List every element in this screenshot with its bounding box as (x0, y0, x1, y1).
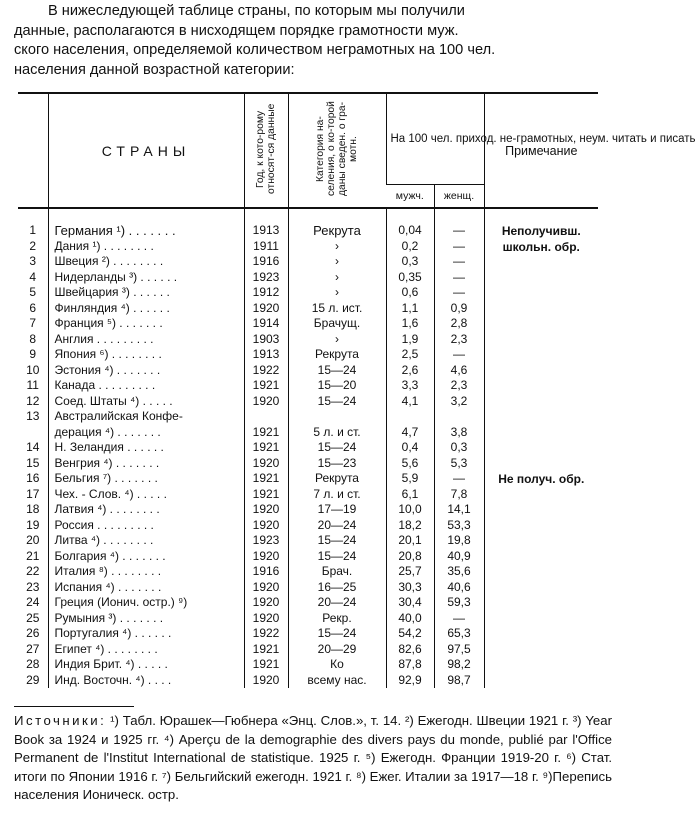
country-name: Германия ¹) . . . . . . . (48, 208, 244, 239)
header-number (18, 93, 48, 208)
row-female: 14,1 (434, 502, 484, 518)
row-year: 1914 (244, 316, 288, 332)
row-number: 26 (26, 626, 40, 640)
note-not-educated: Неполучивш. школьн. обр. (501, 224, 581, 254)
row-year: 1920 (244, 611, 288, 627)
row-number: 27 (26, 641, 40, 656)
row-male: 6,1 (386, 487, 434, 503)
row-female: 98,7 (434, 673, 484, 689)
row-category: 15—24 (288, 626, 386, 642)
row-year: 1920 (244, 502, 288, 518)
row-category: › (288, 254, 386, 270)
row-category: 15 л. ист. (288, 301, 386, 317)
row-female (434, 409, 484, 425)
row-female: 40,9 (434, 549, 484, 565)
country-name: Швеция ²) . . . . . . . . (48, 254, 244, 270)
row-female: 35,6 (434, 564, 484, 580)
row-number: 24 (26, 595, 40, 609)
row-number: 6 (29, 300, 37, 315)
row-category: Рекрута (288, 347, 386, 363)
row-year: 1920 (244, 580, 288, 596)
row-number (18, 425, 48, 441)
row-year: 1920 (244, 456, 288, 472)
row-female: 0,3 (434, 440, 484, 456)
row-number: 23 (26, 579, 40, 594)
country-name: Австралийская Конфе- (48, 409, 244, 425)
row-category: Рекрута (288, 208, 386, 239)
header-year-text: Год, к кото-рому относят-ся данные (255, 103, 277, 195)
row-male: 20,1 (386, 533, 434, 549)
row-year: 1920 (244, 595, 288, 611)
row-female: 3,8 (434, 425, 484, 441)
row-number: 14 (26, 440, 40, 454)
row-category: 7 л. и ст. (288, 487, 386, 503)
country-name: Соед. Штаты ⁴) . . . . . (48, 394, 244, 410)
row-number: 1 (18, 208, 48, 239)
country-name: дерация ⁴) . . . . . . . (48, 425, 244, 441)
row-number: 2 (29, 238, 37, 253)
country-name: Египет ⁴) . . . . . . . . (48, 642, 244, 658)
row-year: 1922 (244, 363, 288, 379)
table-row (18, 208, 598, 239)
row-number: 12 (26, 393, 40, 408)
row-male: 0,3 (386, 254, 434, 270)
row-male: 92,9 (386, 673, 434, 689)
row-female: 4,6 (434, 363, 484, 379)
row-category: 15—24 (288, 394, 386, 410)
row-category: Ко (288, 657, 386, 673)
country-name: Италия ⁸) . . . . . . . . (48, 564, 244, 580)
row-male: 1,9 (386, 332, 434, 348)
row-year: 1920 (244, 673, 288, 689)
row-year: 1913 (244, 347, 288, 363)
row-number: 15 (26, 455, 40, 470)
intro-line-4: населения данной возрастной категории: (14, 61, 295, 78)
row-category: Рекр. (288, 611, 386, 627)
row-number: 5 (29, 285, 37, 299)
row-male: 5,9 (386, 471, 434, 487)
country-name: Канада . . . . . . . . . (48, 378, 244, 394)
country-name: Н. Зеландия . . . . . . (48, 440, 244, 456)
table-row (18, 471, 598, 487)
row-category: 17—19 (288, 502, 386, 518)
header-per100: На 100 чел. приход. не-грамотных, неум. читать и писать (386, 93, 484, 185)
row-female: 19,8 (434, 533, 484, 549)
row-male: 3,3 (386, 378, 434, 394)
row-number: 3 (29, 254, 37, 268)
row-year: 1920 (244, 394, 288, 410)
header-countries: СТРАНЫ (48, 93, 244, 208)
row-female: 97,5 (434, 642, 484, 658)
row-female: 65,3 (434, 626, 484, 642)
country-name: Дания ¹) . . . . . . . . (48, 239, 244, 255)
row-year: 1921 (244, 378, 288, 394)
row-category (288, 409, 386, 425)
row-number: 22 (26, 564, 40, 578)
row-category: › (288, 239, 386, 255)
row-year: 1923 (244, 533, 288, 549)
sources-text: ¹) Табл. Юрашек—Гюбнера «Энц. Слов.», т. 14. ²) Ежегодн. Швеции 1921 г. ³) Year Book за 1924 и 1925 гг. ⁴) Aperçu de la demographie des divers pays du monde, publié par l'Office Permanent de l'Institut International de statistique. 1925 г. ⁵) Ежегодн. Франции 1919-20 г. ⁶) Стат. итоги по Японии 1916 г. ⁷) Бельгийский ежегодн. 1921 г. ⁸) Ежег. Италии за 1917—18 г. ⁹)Перепись населения Ионическ. остр. (14, 713, 612, 803)
country-name: Швейцария ³) . . . . . . (48, 285, 244, 301)
row-year: 1913 (244, 208, 288, 239)
row-category: 20—24 (288, 518, 386, 534)
row-male: 0,35 (386, 270, 434, 286)
row-female: — (434, 347, 484, 363)
row-category: › (288, 285, 386, 301)
country-name: Испания ⁴) . . . . . . . (48, 580, 244, 596)
row-category: всему нас. (288, 673, 386, 689)
row-category: 5 л. и ст. (288, 425, 386, 441)
row-male: 4,1 (386, 394, 434, 410)
row-category: 15—24 (288, 549, 386, 565)
row-category: Рекрута (288, 471, 386, 487)
table-body (18, 208, 598, 688)
row-category: 20—29 (288, 642, 386, 658)
row-female: — (434, 254, 484, 270)
header-year (244, 93, 288, 208)
row-male: 0,4 (386, 440, 434, 456)
row-number: 21 (26, 548, 40, 563)
row-category: 15—24 (288, 363, 386, 379)
row-male: 0,04 (386, 208, 434, 239)
row-year: 1916 (244, 254, 288, 270)
row-category: 15—24 (288, 440, 386, 456)
country-name: Литва ⁴) . . . . . . . . (48, 533, 244, 549)
row-year: 1911 (244, 239, 288, 255)
row-number: 20 (26, 533, 40, 547)
row-number: 16 (26, 471, 40, 485)
row-category: 15—24 (288, 533, 386, 549)
intro-paragraph (14, 2, 612, 80)
row-number: 8 (29, 331, 37, 346)
row-female: — (434, 285, 484, 301)
row-category: 20—24 (288, 595, 386, 611)
row-male: 1,1 (386, 301, 434, 317)
note-no-education: Не получ. обр. (498, 472, 585, 486)
row-male: 54,2 (386, 626, 434, 642)
header-category-text: Категория на-селения, о ко-торой даны сведен. о гра-мотн. (315, 101, 359, 197)
row-category: Брач. (288, 564, 386, 580)
intro-line-1: В нижеследующей таблице страны, по которым мы получили (48, 3, 465, 19)
row-male: 2,5 (386, 347, 434, 363)
row-year: 1921 (244, 440, 288, 456)
row-male: 4,7 (386, 425, 434, 441)
row-year: 1921 (244, 657, 288, 673)
note-cell-2 (484, 471, 598, 688)
row-year: 1921 (244, 471, 288, 487)
row-category: 15—23 (288, 456, 386, 472)
row-male: 1,6 (386, 316, 434, 332)
row-year: 1912 (244, 285, 288, 301)
header-note: Примечание (484, 93, 598, 208)
row-year: 1922 (244, 626, 288, 642)
row-female: 2,3 (434, 378, 484, 394)
literacy-table (18, 92, 696, 688)
country-name: Чех. - Слов. ⁴) . . . . . (48, 487, 244, 503)
row-female: — (434, 471, 484, 487)
intro-line-2: данные, располагаются в нисходящем порядке грамотности муж. (14, 22, 459, 39)
country-name: Румыния ³) . . . . . . . (48, 611, 244, 627)
row-category: › (288, 332, 386, 348)
country-name: Бельгия ⁷) . . . . . . . (48, 471, 244, 487)
row-male: 5,6 (386, 456, 434, 472)
row-year: 1920 (244, 518, 288, 534)
country-name: Франция ⁵) . . . . . . . (48, 316, 244, 332)
row-year: 1920 (244, 549, 288, 565)
row-year: 1921 (244, 425, 288, 441)
country-name: Греция (Ионич. остр.) ⁹) (48, 595, 244, 611)
row-male: 30,3 (386, 580, 434, 596)
row-female: 0,9 (434, 301, 484, 317)
row-year (244, 409, 288, 425)
row-year: 1921 (244, 487, 288, 503)
header-category (288, 93, 386, 208)
row-female: — (434, 270, 484, 286)
country-name: Португалия ⁴) . . . . . . (48, 626, 244, 642)
row-male: 30,4 (386, 595, 434, 611)
header-female: женщ. (434, 185, 484, 209)
country-name: Латвия ⁴) . . . . . . . . (48, 502, 244, 518)
country-name: Финляндия ⁴) . . . . . . (48, 301, 244, 317)
row-female: 40,6 (434, 580, 484, 596)
country-name: Англия . . . . . . . . . (48, 332, 244, 348)
row-category: 16—25 (288, 580, 386, 596)
row-year: 1920 (244, 301, 288, 317)
country-name: Болгария ⁴) . . . . . . . (48, 549, 244, 565)
row-female: 5,3 (434, 456, 484, 472)
country-name: Нидерланды ³) . . . . . . (48, 270, 244, 286)
row-number: 19 (26, 517, 40, 532)
row-number: 10 (26, 362, 40, 377)
row-male: 20,8 (386, 549, 434, 565)
row-female: 53,3 (434, 518, 484, 534)
row-number: 17 (26, 486, 40, 501)
row-number: 13 (26, 409, 40, 423)
row-number: 7 (29, 316, 37, 330)
row-number: 29 (26, 672, 40, 687)
row-number: 28 (26, 657, 40, 671)
row-female: — (434, 239, 484, 255)
sources-paragraph (14, 712, 612, 805)
row-male: 0,2 (386, 239, 434, 255)
row-number: 18 (26, 502, 40, 516)
row-female: 2,3 (434, 332, 484, 348)
row-year: 1903 (244, 332, 288, 348)
row-female: — (434, 208, 484, 239)
row-number: 25 (26, 610, 40, 625)
note-cell-1 (484, 208, 598, 471)
row-number: 9 (29, 347, 37, 361)
intro-line-3: ского населения, определяемой количеством неграмотных на 100 чел. (14, 42, 496, 58)
row-male: 18,2 (386, 518, 434, 534)
sources-label: Источники: (14, 713, 107, 728)
row-male: 2,6 (386, 363, 434, 379)
country-name: Индия Брит. ⁴) . . . . . (48, 657, 244, 673)
row-female: 7,8 (434, 487, 484, 503)
row-number: 4 (29, 269, 37, 284)
header-male: мужч. (386, 185, 434, 209)
row-female: 2,8 (434, 316, 484, 332)
country-name: Эстония ⁴) . . . . . . . (48, 363, 244, 379)
country-name: Венгрия ⁴) . . . . . . . (48, 456, 244, 472)
footnote-rule (14, 706, 134, 707)
row-male: 87,8 (386, 657, 434, 673)
row-year: 1921 (244, 642, 288, 658)
row-male: 40,0 (386, 611, 434, 627)
row-category: Брачущ. (288, 316, 386, 332)
row-category: › (288, 270, 386, 286)
row-year: 1923 (244, 270, 288, 286)
row-female: 98,2 (434, 657, 484, 673)
country-name: Инд. Восточн. ⁴) . . . . (48, 673, 244, 689)
row-male: 25,7 (386, 564, 434, 580)
row-year: 1916 (244, 564, 288, 580)
row-category: 15—20 (288, 378, 386, 394)
row-male (386, 409, 434, 425)
row-male: 10,0 (386, 502, 434, 518)
row-female: 59,3 (434, 595, 484, 611)
row-female: — (434, 611, 484, 627)
row-number: 11 (26, 378, 39, 392)
country-name: Россия . . . . . . . . . (48, 518, 244, 534)
row-female: 3,2 (434, 394, 484, 410)
country-name: Япония ⁶) . . . . . . . . (48, 347, 244, 363)
row-male: 82,6 (386, 642, 434, 658)
row-male: 0,6 (386, 285, 434, 301)
